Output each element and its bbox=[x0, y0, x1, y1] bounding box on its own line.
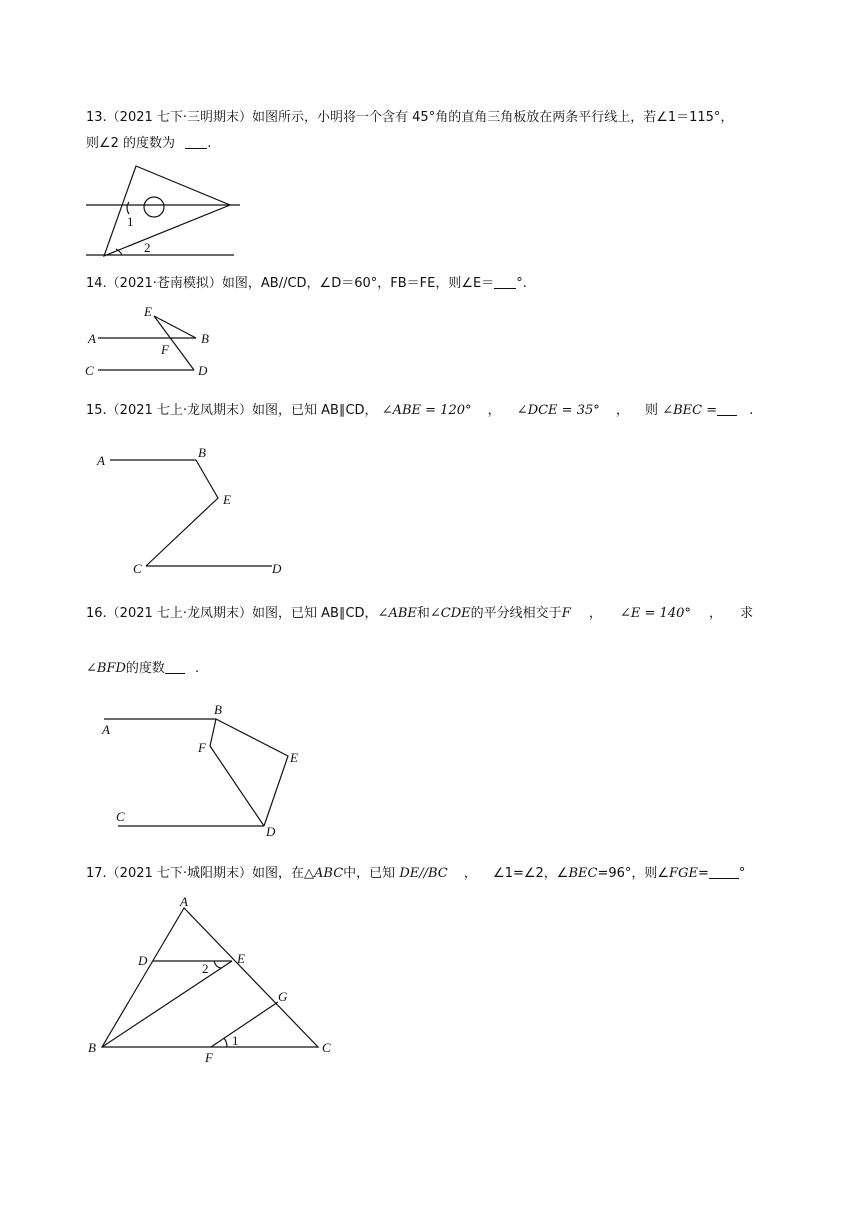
q17-text-bec-value: =96°，则∠ bbox=[597, 866, 670, 881]
q13-ruler-hole bbox=[144, 197, 164, 217]
q13-period: . bbox=[207, 136, 212, 151]
q13-label-2: 2 bbox=[144, 240, 151, 255]
question-16-line-1 bbox=[86, 604, 753, 624]
q13-text-line2: 则∠2 的度数为 bbox=[86, 136, 176, 151]
q15-answer-blank[interactable] bbox=[717, 401, 737, 416]
q15-text-then: 则 bbox=[645, 403, 659, 418]
q15-text: 15.（2021 七上·龙凤期末）如图，已知 AB∥CD， bbox=[86, 403, 378, 418]
q13-triangle-ruler bbox=[104, 166, 230, 256]
q16-separator-1: ， bbox=[588, 606, 602, 621]
q17-label-B: B bbox=[88, 1040, 96, 1055]
q13-figure bbox=[84, 162, 244, 262]
q14-text: 14.（2021·苍南模拟）如图，AB//CD，∠D＝60°，FB＝FE，则∠E＝ bbox=[86, 276, 495, 291]
q15-label-E: E bbox=[223, 492, 231, 507]
q16-text-bisectors: 的平分线相交于 bbox=[470, 606, 562, 621]
q15-separator-2: ， bbox=[615, 403, 629, 418]
q16-period: . bbox=[195, 661, 200, 676]
q17-math-fge: FGE bbox=[669, 866, 698, 881]
q16-label-C: C bbox=[116, 809, 125, 824]
q17-text-angles: ∠1=∠2，∠ bbox=[493, 866, 569, 881]
q15-math-dce: ∠DCE = 35° bbox=[516, 403, 600, 418]
q17-label-E: E bbox=[237, 951, 245, 966]
q15-math-abe: ∠ABE = 120° bbox=[381, 403, 472, 418]
q16-label-D: D bbox=[266, 824, 276, 839]
q16-separator-2: ， bbox=[709, 606, 723, 621]
q15-period: . bbox=[749, 403, 754, 418]
question-13-line-2 bbox=[86, 134, 211, 154]
q17-answer-blank[interactable] bbox=[709, 864, 739, 879]
q17-label-2: 2 bbox=[202, 961, 209, 976]
q16-figure bbox=[96, 698, 316, 840]
q17-angle-2-arc bbox=[214, 961, 222, 968]
q15-label-C: C bbox=[133, 561, 142, 576]
q15-figure bbox=[94, 442, 294, 578]
q16-segments-BED bbox=[216, 719, 288, 826]
q17-math-de-bc: DE//BC bbox=[399, 866, 448, 881]
q14-label-A: A bbox=[88, 331, 96, 346]
q17-math-abc: ABC bbox=[314, 866, 344, 881]
question-15 bbox=[86, 401, 753, 421]
q14-text-end: °. bbox=[516, 276, 527, 291]
q16-text-degree: 的度数 bbox=[125, 661, 165, 676]
q14-label-F: F bbox=[161, 342, 169, 357]
q17-segment-BE bbox=[102, 961, 232, 1047]
q14-label-E: E bbox=[144, 304, 152, 319]
q14-segment-EB bbox=[154, 316, 196, 338]
q13-label-1: 1 bbox=[127, 214, 134, 229]
q16-text: 16.（2021 七上·龙凤期末）如图，已知 AB∥CD， bbox=[86, 606, 378, 621]
q15-separator-1: ， bbox=[487, 403, 501, 418]
q14-figure bbox=[84, 302, 224, 382]
q17-degree-sign: ° bbox=[738, 866, 746, 881]
q16-math-abe: ∠ABE bbox=[377, 606, 417, 621]
q16-label-F: F bbox=[198, 740, 206, 755]
q17-figure bbox=[86, 892, 346, 1066]
q14-segment-ED bbox=[154, 316, 194, 370]
q17-label-C: C bbox=[322, 1040, 331, 1055]
q15-label-A: A bbox=[97, 453, 105, 468]
q16-label-A: A bbox=[102, 722, 110, 737]
q17-separator-1: ， bbox=[463, 866, 477, 881]
q17-math-bec: BEC bbox=[568, 866, 598, 881]
question-17 bbox=[86, 864, 745, 884]
q17-label-G: G bbox=[278, 989, 288, 1004]
q13-angle-1-arc bbox=[127, 202, 129, 214]
q16-text-and: 和 bbox=[416, 606, 430, 621]
q17-text: 17.（2021 七下·城阳期末）如图，在△ bbox=[86, 866, 315, 881]
q14-answer-blank[interactable] bbox=[494, 274, 516, 289]
q16-math-e: ∠E = 140° bbox=[620, 606, 691, 621]
q14-label-C: C bbox=[85, 363, 94, 378]
q16-answer-blank[interactable] bbox=[165, 659, 185, 674]
q15-segments-BEC bbox=[146, 460, 218, 566]
q15-label-B: B bbox=[198, 445, 206, 460]
question-14 bbox=[86, 274, 527, 294]
question-13-line-1 bbox=[86, 108, 733, 128]
q14-label-D: D bbox=[198, 363, 208, 378]
q15-label-D: D bbox=[272, 561, 282, 576]
q17-label-F: F bbox=[205, 1050, 213, 1065]
q15-math-bec: ∠BEC = bbox=[662, 403, 718, 418]
q17-angle-1-arc bbox=[224, 1038, 227, 1047]
q16-math-bfd: ∠BFD bbox=[86, 661, 126, 676]
q16-label-B: B bbox=[214, 702, 222, 717]
q13-answer-blank[interactable] bbox=[185, 134, 207, 149]
q16-math-cde: ∠CDE bbox=[429, 606, 471, 621]
q16-text-find: 求 bbox=[740, 606, 754, 621]
q14-label-B: B bbox=[201, 331, 209, 346]
question-16-line-2 bbox=[86, 659, 199, 679]
q16-label-E: E bbox=[290, 750, 298, 765]
q13-text-line1: 13.（2021 七下·三明期末）如图所示，小明将一个含有 45°角的直角三角板放在两条平行线上，若∠1＝115°， bbox=[86, 110, 734, 125]
q17-label-1: 1 bbox=[232, 1033, 239, 1048]
q17-text-given: 中，已知 bbox=[343, 866, 396, 881]
q17-label-A: A bbox=[180, 894, 188, 909]
q17-segment-FG bbox=[211, 1002, 278, 1047]
q17-label-D: D bbox=[138, 953, 148, 968]
q17-text-equals: = bbox=[697, 866, 709, 881]
q16-segments-BFD bbox=[210, 719, 264, 826]
q16-math-f: F bbox=[561, 606, 571, 621]
